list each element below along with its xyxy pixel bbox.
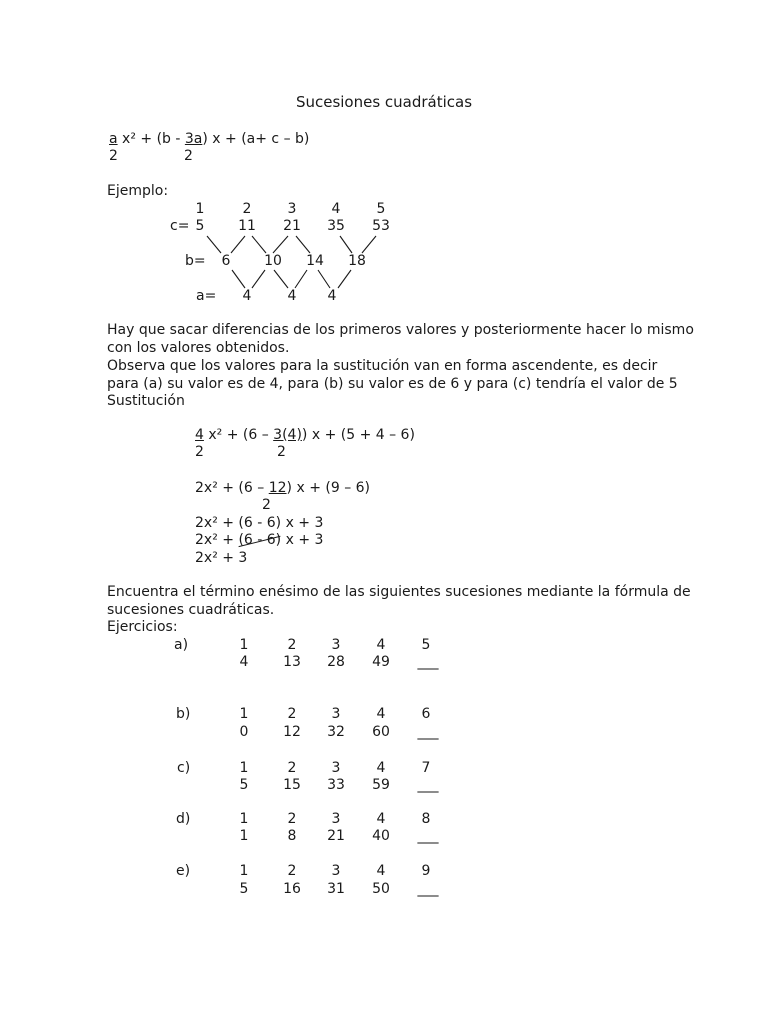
page-title: Sucesiones cuadráticas bbox=[295, 93, 473, 111]
position-cell: 1 bbox=[195, 201, 205, 217]
exercise-value: 33 bbox=[327, 777, 345, 793]
exercise-position: 1 bbox=[239, 706, 249, 722]
exercise-value: 49 bbox=[372, 654, 390, 670]
exercise-position: 4 bbox=[376, 760, 386, 776]
a-value: 4 bbox=[287, 288, 297, 304]
formula-denominator-2: 2 bbox=[184, 148, 193, 164]
position-cell: 5 bbox=[376, 201, 386, 217]
exercise-value: 16 bbox=[283, 881, 301, 897]
exercise-position: 2 bbox=[287, 760, 297, 776]
a-row-label: a= bbox=[196, 288, 217, 304]
exercise-position: 4 bbox=[376, 811, 386, 827]
c-value: 53 bbox=[372, 218, 390, 234]
exercise-value: 59 bbox=[372, 777, 390, 793]
exercise-label: d) bbox=[176, 811, 191, 827]
exercise-position: 1 bbox=[239, 811, 249, 827]
sub-denominator-2: 2 bbox=[277, 444, 286, 460]
exercise-value: 31 bbox=[327, 881, 345, 897]
a-value: 4 bbox=[242, 288, 252, 304]
step4-end: x + 3 bbox=[281, 532, 324, 548]
exercise-value: 13 bbox=[283, 654, 301, 670]
exercise-position: 7 bbox=[421, 760, 431, 776]
substitution-step-2 bbox=[195, 480, 370, 497]
exercise-value: 8 bbox=[287, 828, 297, 844]
position-cell: 4 bbox=[331, 201, 341, 217]
instruction-line: Encuentra el término enésimo de las siguientes sucesiones mediante la fórmula de bbox=[107, 584, 691, 600]
step4-struck-term: (6 - 6) bbox=[238, 532, 282, 548]
exercise-value: 32 bbox=[327, 724, 345, 740]
b-value: 18 bbox=[348, 253, 366, 269]
substitution-result: 2x² + 3 bbox=[195, 550, 248, 566]
c-row-label: c= bbox=[170, 218, 190, 234]
exercise-position: 3 bbox=[331, 637, 341, 653]
exercise-answer-blank[interactable]: ___ bbox=[417, 777, 439, 793]
exercise-answer-blank[interactable]: ___ bbox=[417, 654, 439, 670]
formula-denominator-1: 2 bbox=[109, 148, 118, 164]
b-value: 6 bbox=[221, 253, 231, 269]
position-cell: 3 bbox=[287, 201, 297, 217]
exercises-label: Ejercicios: bbox=[107, 619, 178, 635]
exercise-value: 0 bbox=[239, 724, 249, 740]
step2-end: ) x + (9 – 6) bbox=[286, 480, 371, 496]
c-value: 11 bbox=[238, 218, 256, 234]
explanation-line: Observa que los valores para la sustitución van en forma ascendente, es decir bbox=[107, 358, 658, 374]
exercise-position: 1 bbox=[239, 760, 249, 776]
step2-denominator: 2 bbox=[262, 497, 271, 513]
b-row-label: b= bbox=[185, 253, 206, 269]
exercise-label: a) bbox=[174, 637, 189, 653]
exercise-value: 60 bbox=[372, 724, 390, 740]
sub-numerator: 4 bbox=[195, 427, 204, 443]
exercise-position: 1 bbox=[239, 637, 249, 653]
instruction-line: sucesiones cuadráticas. bbox=[107, 602, 275, 618]
step2-pre: 2x² + (6 – bbox=[195, 480, 269, 496]
formula-three-a: 3a bbox=[184, 131, 203, 147]
formula-middle: x² + (b - bbox=[117, 131, 185, 147]
exercise-position: 3 bbox=[331, 863, 341, 879]
substitution-step-1 bbox=[195, 427, 415, 444]
exercise-position: 3 bbox=[331, 811, 341, 827]
exercise-position: 2 bbox=[287, 637, 297, 653]
sub-end: ) x + (5 + 4 – 6) bbox=[301, 427, 415, 443]
exercise-position: 6 bbox=[421, 706, 431, 722]
exercise-value: 21 bbox=[327, 828, 345, 844]
exercise-position: 4 bbox=[376, 706, 386, 722]
exercise-value: 5 bbox=[239, 777, 249, 793]
exercise-answer-blank[interactable]: ___ bbox=[417, 881, 439, 897]
position-cell: 2 bbox=[242, 201, 252, 217]
a-value: 4 bbox=[327, 288, 337, 304]
exercise-position: 9 bbox=[421, 863, 431, 879]
formula-end: ) x + (a+ c – b) bbox=[202, 131, 310, 147]
b-value: 14 bbox=[306, 253, 324, 269]
sub-denominator-1: 2 bbox=[195, 444, 204, 460]
exercise-value: 12 bbox=[283, 724, 301, 740]
exercise-answer-blank[interactable]: ___ bbox=[417, 828, 439, 844]
b-value: 10 bbox=[264, 253, 282, 269]
example-label: Ejemplo: bbox=[107, 183, 169, 199]
substitution-step-4 bbox=[195, 532, 323, 549]
exercise-position: 3 bbox=[331, 760, 341, 776]
step2-twelve: 12 bbox=[268, 480, 287, 496]
exercise-value: 50 bbox=[372, 881, 390, 897]
exercise-value: 28 bbox=[327, 654, 345, 670]
exercise-value: 4 bbox=[239, 654, 249, 670]
exercise-position: 8 bbox=[421, 811, 431, 827]
exercise-position: 2 bbox=[287, 811, 297, 827]
formula-a: a bbox=[109, 131, 118, 147]
c-value: 5 bbox=[195, 218, 205, 234]
exercise-value: 40 bbox=[372, 828, 390, 844]
exercise-value: 5 bbox=[239, 881, 249, 897]
exercise-position: 3 bbox=[331, 706, 341, 722]
c-value: 35 bbox=[327, 218, 345, 234]
exercise-label: b) bbox=[176, 706, 191, 722]
exercise-position: 2 bbox=[287, 706, 297, 722]
explanation-line: Hay que sacar diferencias de los primeros valores y posteriormente hacer lo mismo bbox=[107, 322, 694, 338]
substitution-step-3: 2x² + (6 - 6) x + 3 bbox=[195, 515, 324, 531]
exercise-value: 15 bbox=[283, 777, 301, 793]
exercise-value: 1 bbox=[239, 828, 249, 844]
exercise-position: 5 bbox=[421, 637, 431, 653]
exercise-answer-blank[interactable]: ___ bbox=[417, 724, 439, 740]
step4-pre: 2x² + bbox=[195, 532, 239, 548]
exercise-label: c) bbox=[177, 760, 191, 776]
explanation-line: para (a) su valor es de 4, para (b) su valor es de 6 y para (c) tendría el valor de 5 bbox=[107, 376, 678, 392]
exercise-position: 1 bbox=[239, 863, 249, 879]
sub-three-four: 3(4) bbox=[273, 427, 302, 443]
exercise-position: 4 bbox=[376, 637, 386, 653]
c-value: 21 bbox=[283, 218, 301, 234]
exercise-label: e) bbox=[176, 863, 191, 879]
sub-middle: x² + (6 – bbox=[203, 427, 274, 443]
explanation-line: con los valores obtenidos. bbox=[107, 340, 290, 356]
exercise-position: 4 bbox=[376, 863, 386, 879]
exercise-position: 2 bbox=[287, 863, 297, 879]
substitution-heading: Sustitución bbox=[107, 393, 185, 409]
